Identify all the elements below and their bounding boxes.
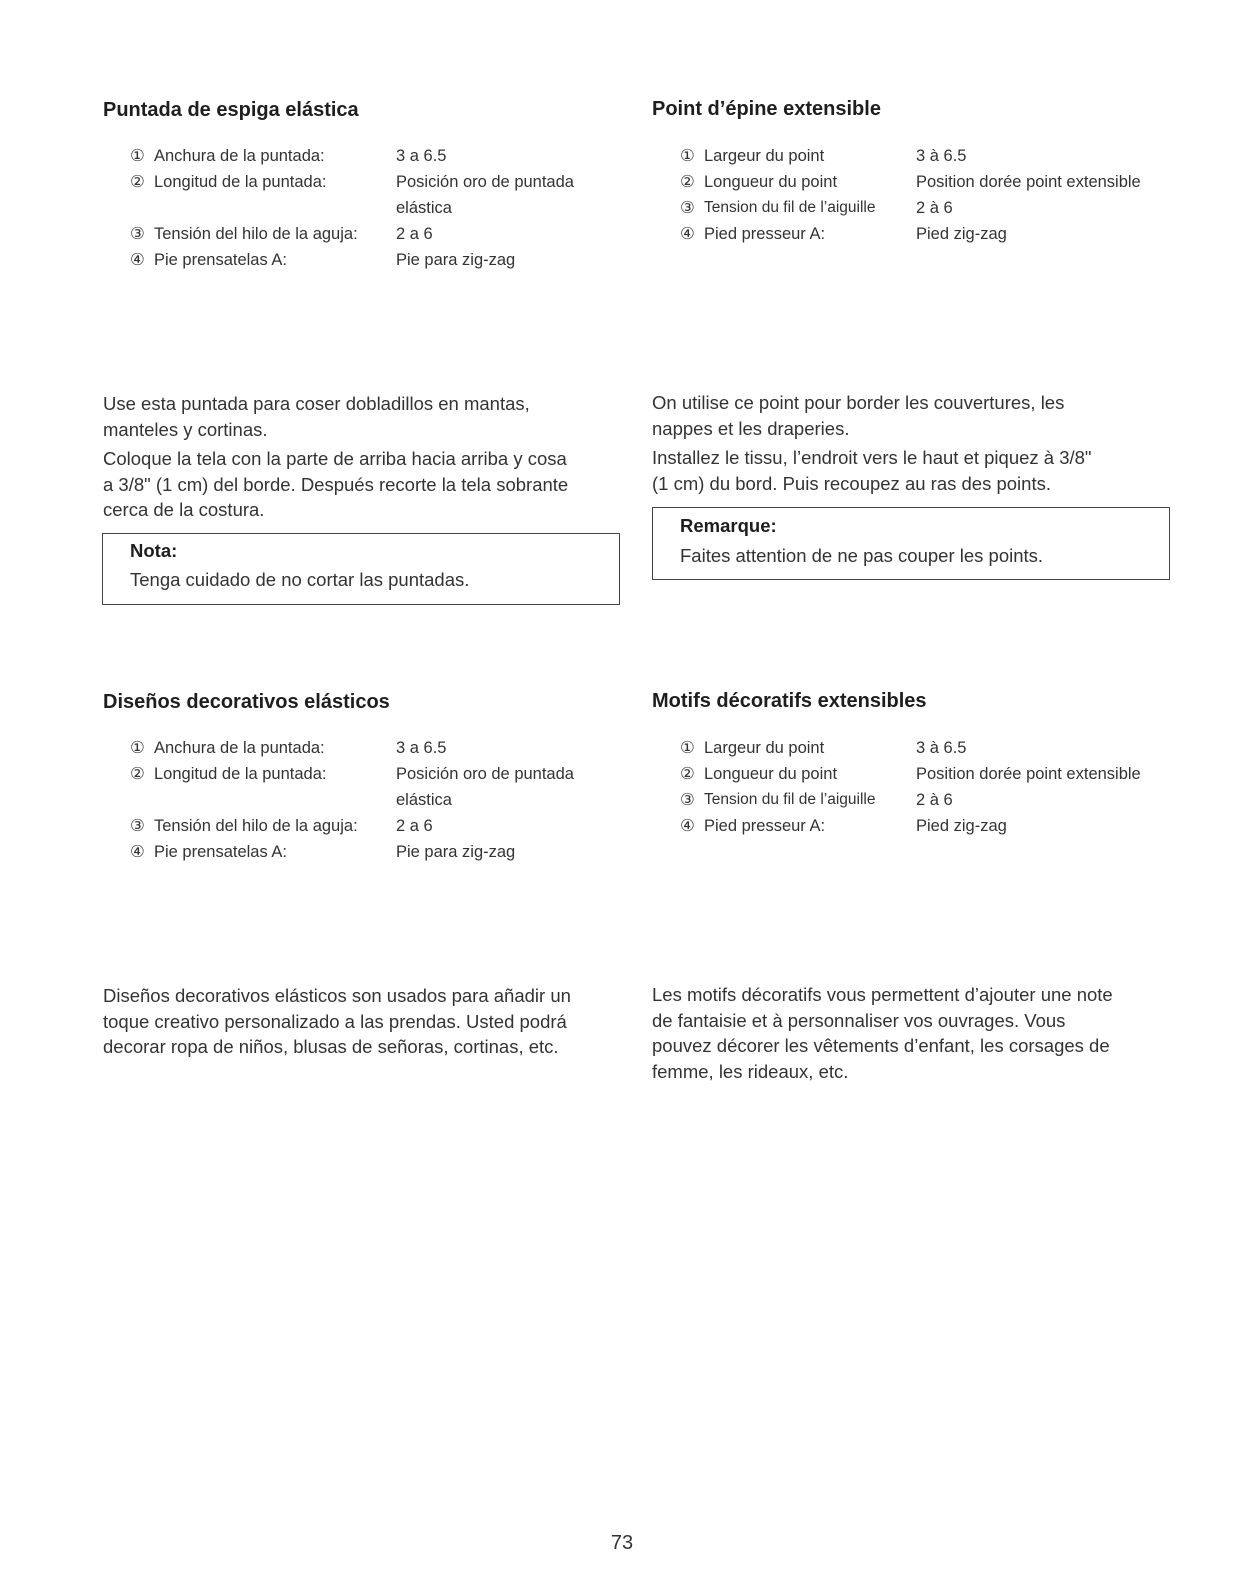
spec-label: Longueur du point (704, 765, 838, 783)
es2-spec-row-3 (130, 813, 574, 839)
spec-value: 3 à 6.5 (916, 739, 967, 757)
spec-number: ② (130, 765, 145, 783)
spec-label: Largeur du point (704, 147, 825, 165)
spec-number: ③ (130, 225, 145, 243)
spec-value-cont: elástica (396, 791, 452, 809)
spec-value: Posición oro de puntada (396, 765, 574, 783)
spec-number: ① (680, 739, 695, 757)
fr2-spec-row-2 (680, 761, 1141, 787)
spec-number: ③ (680, 199, 695, 217)
spec-value: 2 à 6 (916, 791, 953, 809)
es1-spec-row-4 (130, 247, 574, 273)
spec-value: Position dorée point extensible (916, 173, 1141, 191)
spec-value: 2 a 6 (396, 817, 433, 835)
text-line: pouvez décorer les vêtements d’enfant, les corsages de (652, 1035, 1110, 1056)
text-line: Diseños decorativos elásticos son usados para añadir un (103, 985, 571, 1006)
text-line: toque creativo personalizado a las prendas. Usted podrá (103, 1010, 567, 1032)
fr2-paragraph-1 (652, 982, 1192, 1084)
fr1-note-box (652, 507, 1170, 580)
spec-label: Pie prensatelas A: (154, 251, 287, 269)
note-title: Nota: (130, 540, 178, 561)
text-line: a 3/8" (1 cm) del borde. Después recorte la tela sobrante (103, 473, 569, 495)
text-line: On utilise ce point pour border les couvertures, les (652, 392, 1065, 413)
spec-label: Pied presseur A: (704, 817, 826, 835)
spec-label: Tensión del hilo de la aguja: (154, 225, 358, 243)
spec-label: Anchura de la puntada: (154, 147, 325, 165)
spec-value: Position dorée point extensible (916, 765, 1141, 783)
spec-value: Pie para zig-zag (396, 843, 516, 861)
note-body: Tenga cuidado de no cortar las puntadas. (130, 569, 470, 590)
spec-label: Pie prensatelas A: (154, 843, 287, 861)
text-line: Use esta puntada para coser dobladillos en mantas, (103, 393, 530, 414)
es1-title: Puntada de espiga elástica (103, 99, 359, 121)
text-line: Coloque la tela con la parte de arriba hacia arriba y cosa (103, 448, 567, 469)
es2-spec-row-1 (130, 735, 574, 761)
fr2-spec-row-4 (680, 813, 1141, 839)
spec-value: 3 a 6.5 (396, 739, 447, 757)
fr2-spec-row-1 (680, 735, 1141, 761)
spec-value: Pied zig-zag (916, 817, 1007, 835)
fr1-spec-row-1 (680, 143, 1141, 169)
fr2-spec-list (680, 735, 1141, 839)
fr2-spec-row-3 (680, 787, 1141, 813)
spec-number: ① (130, 147, 145, 165)
es1-spec-row-3 (130, 221, 574, 247)
text-line: de fantaisie et à personnaliser vos ouvrages. Vous (652, 1009, 1066, 1031)
fr1-spec-row-2 (680, 169, 1141, 195)
fr1-paragraph-2 (652, 445, 1192, 496)
spec-value: Pied zig-zag (916, 225, 1007, 243)
text-line: manteles y cortinas. (103, 418, 268, 440)
es2-title: Diseños decorativos elásticos (103, 691, 390, 713)
text-line: nappes et les draperies. (652, 417, 850, 439)
spec-number: ① (680, 147, 695, 165)
spec-number: ④ (130, 251, 145, 269)
spec-number: ④ (680, 225, 695, 243)
es1-spec-list (130, 143, 574, 273)
text-line: cerca de la costura. (103, 499, 265, 520)
text-line: Les motifs décoratifs vous permettent d’ajouter une note (652, 984, 1113, 1005)
fr1-title: Point d’épine extensible (652, 98, 881, 120)
spec-label: Pied presseur A: (704, 225, 826, 243)
text-line: (1 cm) du bord. Puis recoupez au ras des points. (652, 472, 1051, 494)
fr1-spec-list (680, 143, 1141, 247)
fr1-paragraph-1 (652, 390, 1192, 441)
spec-number: ② (680, 173, 695, 191)
es1-spec-row-1 (130, 143, 574, 169)
es2-spec-list (130, 735, 574, 865)
es1-paragraph-2 (103, 446, 633, 523)
es1-paragraph-1 (103, 391, 633, 442)
note-title: Remarque: (680, 515, 777, 536)
spec-value: 3 à 6.5 (916, 147, 967, 165)
spec-value: Pie para zig-zag (396, 251, 516, 269)
text-line: decorar ropa de niños, blusas de señoras, cortinas, etc. (103, 1036, 559, 1057)
page-number: 73 (610, 1532, 634, 1554)
spec-label: Tension du fil de l’aiguille (704, 199, 876, 216)
spec-label: Longitud de la puntada: (154, 765, 327, 783)
spec-value: Posición oro de puntada (396, 173, 574, 191)
es1-note-box (102, 533, 620, 605)
note-body: Faites attention de ne pas couper les points. (680, 545, 1044, 566)
spec-label: Tension du fil de l’aiguille (704, 791, 876, 808)
fr1-spec-row-3 (680, 195, 1141, 221)
spec-value: 2 a 6 (396, 225, 433, 243)
fr2-title: Motifs décoratifs extensibles (652, 690, 927, 712)
es2-spec-row-4 (130, 839, 574, 865)
spec-value-cont: elástica (396, 199, 452, 217)
spec-label: Longitud de la puntada: (154, 173, 327, 191)
fr1-spec-row-4 (680, 221, 1141, 247)
spec-label: Longueur du point (704, 173, 838, 191)
spec-label: Anchura de la puntada: (154, 739, 325, 757)
spec-number: ② (680, 765, 695, 783)
es2-paragraph-1 (103, 983, 643, 1060)
spec-number: ① (130, 739, 145, 757)
es2-spec-row-2 (130, 761, 574, 813)
spec-number: ③ (130, 817, 145, 835)
text-line: Installez le tissu, l’endroit vers le haut et piquez à 3/8" (652, 447, 1092, 468)
spec-number: ④ (680, 817, 695, 835)
spec-value: 2 à 6 (916, 199, 953, 217)
spec-number: ③ (680, 791, 695, 809)
es1-spec-row-2 (130, 169, 574, 221)
text-line: femme, les rideaux, etc. (652, 1060, 849, 1082)
spec-number: ④ (130, 843, 145, 861)
spec-label: Largeur du point (704, 739, 825, 757)
spec-number: ② (130, 173, 145, 191)
spec-value: 3 a 6.5 (396, 147, 447, 165)
spec-label: Tensión del hilo de la aguja: (154, 817, 358, 835)
